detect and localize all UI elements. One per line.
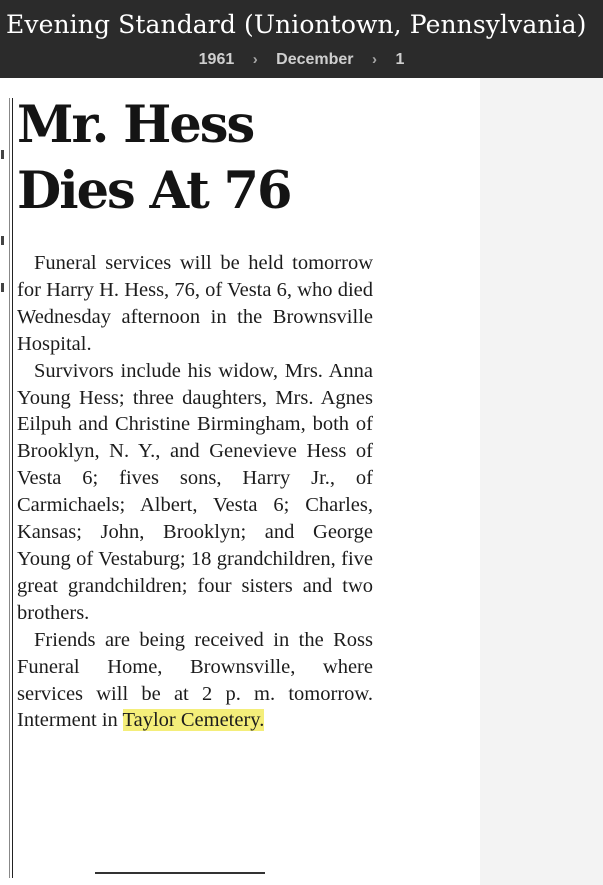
chevron-right-icon: › bbox=[252, 51, 258, 68]
article-body bbox=[17, 250, 373, 734]
page-header bbox=[0, 0, 603, 78]
breadcrumb bbox=[0, 51, 603, 69]
newspaper-title: Evening Standard (Uniontown, Pennsylvania) bbox=[6, 10, 587, 39]
breadcrumb-month[interactable]: December bbox=[276, 51, 354, 68]
print-mark bbox=[1, 283, 4, 292]
breadcrumb-day[interactable]: 1 bbox=[395, 51, 405, 68]
article-headline bbox=[17, 92, 290, 224]
print-mark bbox=[1, 236, 4, 245]
column-divider bbox=[9, 98, 10, 878]
paragraph-2: Survivors include his widow, Mrs. Anna Young Hess; three daughters, Mrs. Agnes Eilpuh and Christine Birmingham, both of Brooklyn, N. Y., and Genevieve Hess of Vesta 6; fives sons, Harry Jr., of Carmichaels; Albert, Vesta 6; Charles, Kansas; John, Brooklyn; and George Young of Vestaburg; 18 grandchildren, five great grandchildren; four sisters and two brothers. bbox=[17, 359, 373, 624]
headline-line-1: Mr. Hess bbox=[17, 95, 254, 155]
print-mark bbox=[1, 150, 4, 159]
clipping-margin bbox=[480, 78, 603, 885]
headline-line-2: Dies At 76 bbox=[17, 161, 291, 221]
breadcrumb-year[interactable]: 1961 bbox=[198, 51, 235, 68]
paragraph-1: Funeral services will be held tomorrow for Harry H. Hess, 76, of Vesta 6, who died Wednesday afternoon in the Brownsville Hospital. bbox=[17, 252, 373, 355]
paragraph-3 bbox=[17, 627, 373, 735]
chevron-right-icon: › bbox=[371, 51, 377, 68]
paragraph-3-text: Friends are being received in the Ross Funeral Home, Brownsville, where services will be at 2 p. m. tomorrow. Interment in bbox=[17, 628, 373, 732]
highlighted-cemetery: Taylor Cemetery. bbox=[122, 709, 265, 732]
column-divider bbox=[12, 98, 13, 878]
end-rule bbox=[95, 872, 265, 874]
